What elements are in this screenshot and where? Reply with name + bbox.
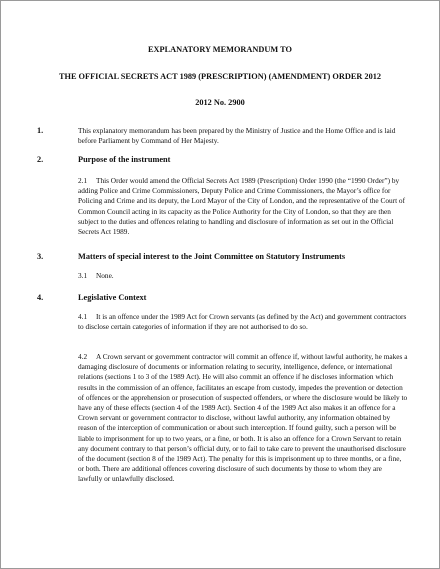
order-title: THE OFFICIAL SECRETS ACT 1989 (PRESCRIPTION) (AMENDMENT) ORDER 2012 <box>58 72 382 81</box>
section-1-text: This explanatory memorandum has been prepared by the Ministry of Justice and the Home Office and is laid before Parliament by Command of Her Majesty. <box>78 126 396 146</box>
paragraph-4-1 <box>78 312 408 332</box>
section-4-number: 4. <box>37 293 44 302</box>
section-4-title: Legislative Context <box>78 293 147 302</box>
paragraph-4-2-number: 4.2 <box>78 352 88 361</box>
section-3-number: 3. <box>37 252 44 261</box>
section-2-number: 2. <box>37 155 44 164</box>
paragraph-4-1-number: 4.1 <box>78 312 88 321</box>
paragraph-4-2-text: A Crown servant or government contractor will commit an offence if, without lawful authority, he makes a damaging disclosure of documents or information relating to security, intelligence, defence, or international relations (sections 1 to 3 of the 1989 Act). He will also commit an offence if he discloses information which results in the commission of an offence, facilitates an escape from custody, impedes the prevention or detection of offences or the apprehension or prosecution of suspected offenders, or where the disclosure would be likely to have any of these effects (section 4 of the 1989 Act). Section 4 of the 1989 Act also makes it an offence for a Crown servant or government contractor to disclose, without lawful authority, any information obtained by reason of the interception of communication or about such interception. If found guilty, such a person will be liable to imprisonment for up to two years, or a fine, or both. It is also an offence for a Crown Servant to retain any document contrary to that person’s official duty, or to fail to take care to prevent the unauthorised disclosure of the document (section 8 of the 1989 Act). The penalty for this is imprisonment up to three months, or a fine, or both. There are additional offences covering disclosure of such documents by those to whom they are lawfully or unlawfully disclosed. <box>78 352 408 484</box>
si-number: 2012 No. 2900 <box>195 98 245 107</box>
paragraph-2-1-number: 2.1 <box>78 176 88 185</box>
paragraph-3-1-text: None. <box>96 271 114 280</box>
section-3-title: Matters of special interest to the Joint Committee on Statutory Instruments <box>78 252 346 261</box>
paragraph-2-1-text: This Order would amend the Official Secrets Act 1989 (Prescription) Order 1990 (the “1990 Order”) by adding Police and Crime Commissioners, Deputy Police and Crime Commissioners, the Mayor’s office for Policing and Crime and its deputy, the Lord Mayor of the City of London, and the representative of the Court of Common Council acting in its capacity as the Police Authority for the City of London, so that they are then subject to the duties and offences relating to handling and disclosure of information as set out in the Official Secrets Act 1989. <box>78 176 406 237</box>
section-2-title: Purpose of the instrument <box>78 155 171 164</box>
paragraph-4-2 <box>78 352 408 485</box>
section-1-number: 1. <box>37 126 44 135</box>
paragraph-4-1-text: It is an offence under the 1989 Act for Crown servants (as defined by the Act) and government contractors to disclose certain categories of information if they are not authorised to do so. <box>78 312 407 332</box>
paragraph-3-1 <box>78 271 408 281</box>
memo-heading: EXPLANATORY MEMORANDUM TO <box>148 45 292 54</box>
paragraph-2-1 <box>78 176 408 237</box>
paragraph-3-1-number: 3.1 <box>78 271 88 280</box>
